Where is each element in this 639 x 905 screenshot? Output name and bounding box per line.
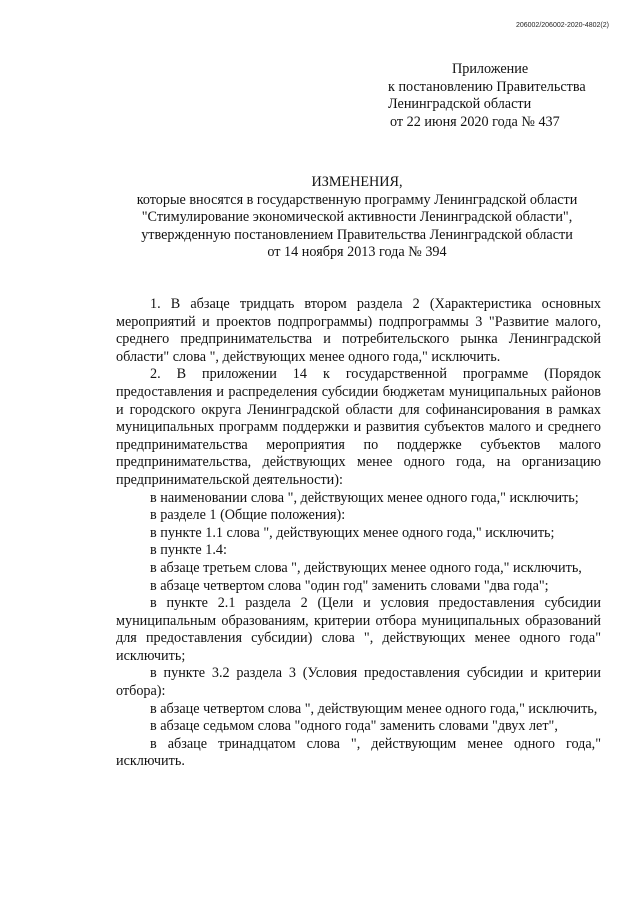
heading-line: которые вносятся в государственную программу Ленинградской области xyxy=(136,191,578,208)
paragraph: в пункте 1.1 слова ", действующих менее одного года," исключить; xyxy=(150,524,555,541)
heading-line: утвержденную постановлением Правительства Ленинградской области xyxy=(141,226,573,243)
paragraph: в абзаце четвертом слова ", действующим менее одного года," исключить, xyxy=(150,700,598,717)
appendix-line: к постановлению Правительства xyxy=(388,78,586,95)
appendix-line: Приложение xyxy=(452,61,529,77)
heading-title: ИЗМЕНЕНИЯ, xyxy=(311,174,403,190)
paragraph: 1. В абзаце тридцать втором раздела 2 (Характеристика основных мероприятий и проектов подпрограммы) подпрограммы 3 "Развитие малого, среднего предпринимательства и потребительского рынка Ленинградской области" слова ", действующих менее одного года," исключить. xyxy=(116,296,601,365)
paragraph: в абзаце четвертом слова "один год" заменить словами "два года"; xyxy=(150,577,549,594)
heading-line: от 14 ноября 2013 года № 394 xyxy=(267,244,447,260)
appendix-block xyxy=(388,61,586,131)
appendix-line: от 22 июня 2020 года № 437 xyxy=(390,113,560,130)
paragraph: в пункте 1.4: xyxy=(150,542,227,559)
paragraph: в наименовании слова ", действующих менее одного года," исключить; xyxy=(150,489,579,506)
paragraph: в пункте 3.2 раздела 3 (Условия предоставления субсидии и критерии отбора): xyxy=(116,665,601,700)
paragraph: в абзаце третьем слова ", действующих менее одного года," исключить, xyxy=(150,559,582,576)
appendix-line: Ленинградской области xyxy=(388,96,532,112)
document-number: 206002/206002-2020-4802(2) xyxy=(515,22,609,29)
paragraph: 2. В приложении 14 к государственной программе (Порядок предоставления и распределения субсидии бюджетам муниципальных районов и городского округа Ленинградской области для софинансирования в рамках муниципальных программ поддержки и развития субъектов малого и среднего предпринимательства мероприятия по поддержке субъектов малого предпринимательства, действующих менее одного года, на организацию предпринимательской деятельности): xyxy=(116,366,601,488)
paragraph: в абзаце тринадцатом слова ", действующим менее одного года," исключить. xyxy=(116,735,601,770)
paragraph: в пункте 2.1 раздела 2 (Цели и условия предоставления субсидии муниципальным образованиям, критерии отбора муниципальных образований для предоставления субсидии) слова ", действующих менее одного года" исключить; xyxy=(116,595,601,664)
paragraph: в абзаце седьмом слова "одного года" заменить словами "двух лет", xyxy=(150,718,558,735)
document-body xyxy=(116,296,601,771)
paragraph: в разделе 1 (Общие положения): xyxy=(150,507,346,524)
heading-line: "Стимулирование экономической активности Ленинградской области", xyxy=(141,209,573,225)
document-heading xyxy=(100,174,614,262)
